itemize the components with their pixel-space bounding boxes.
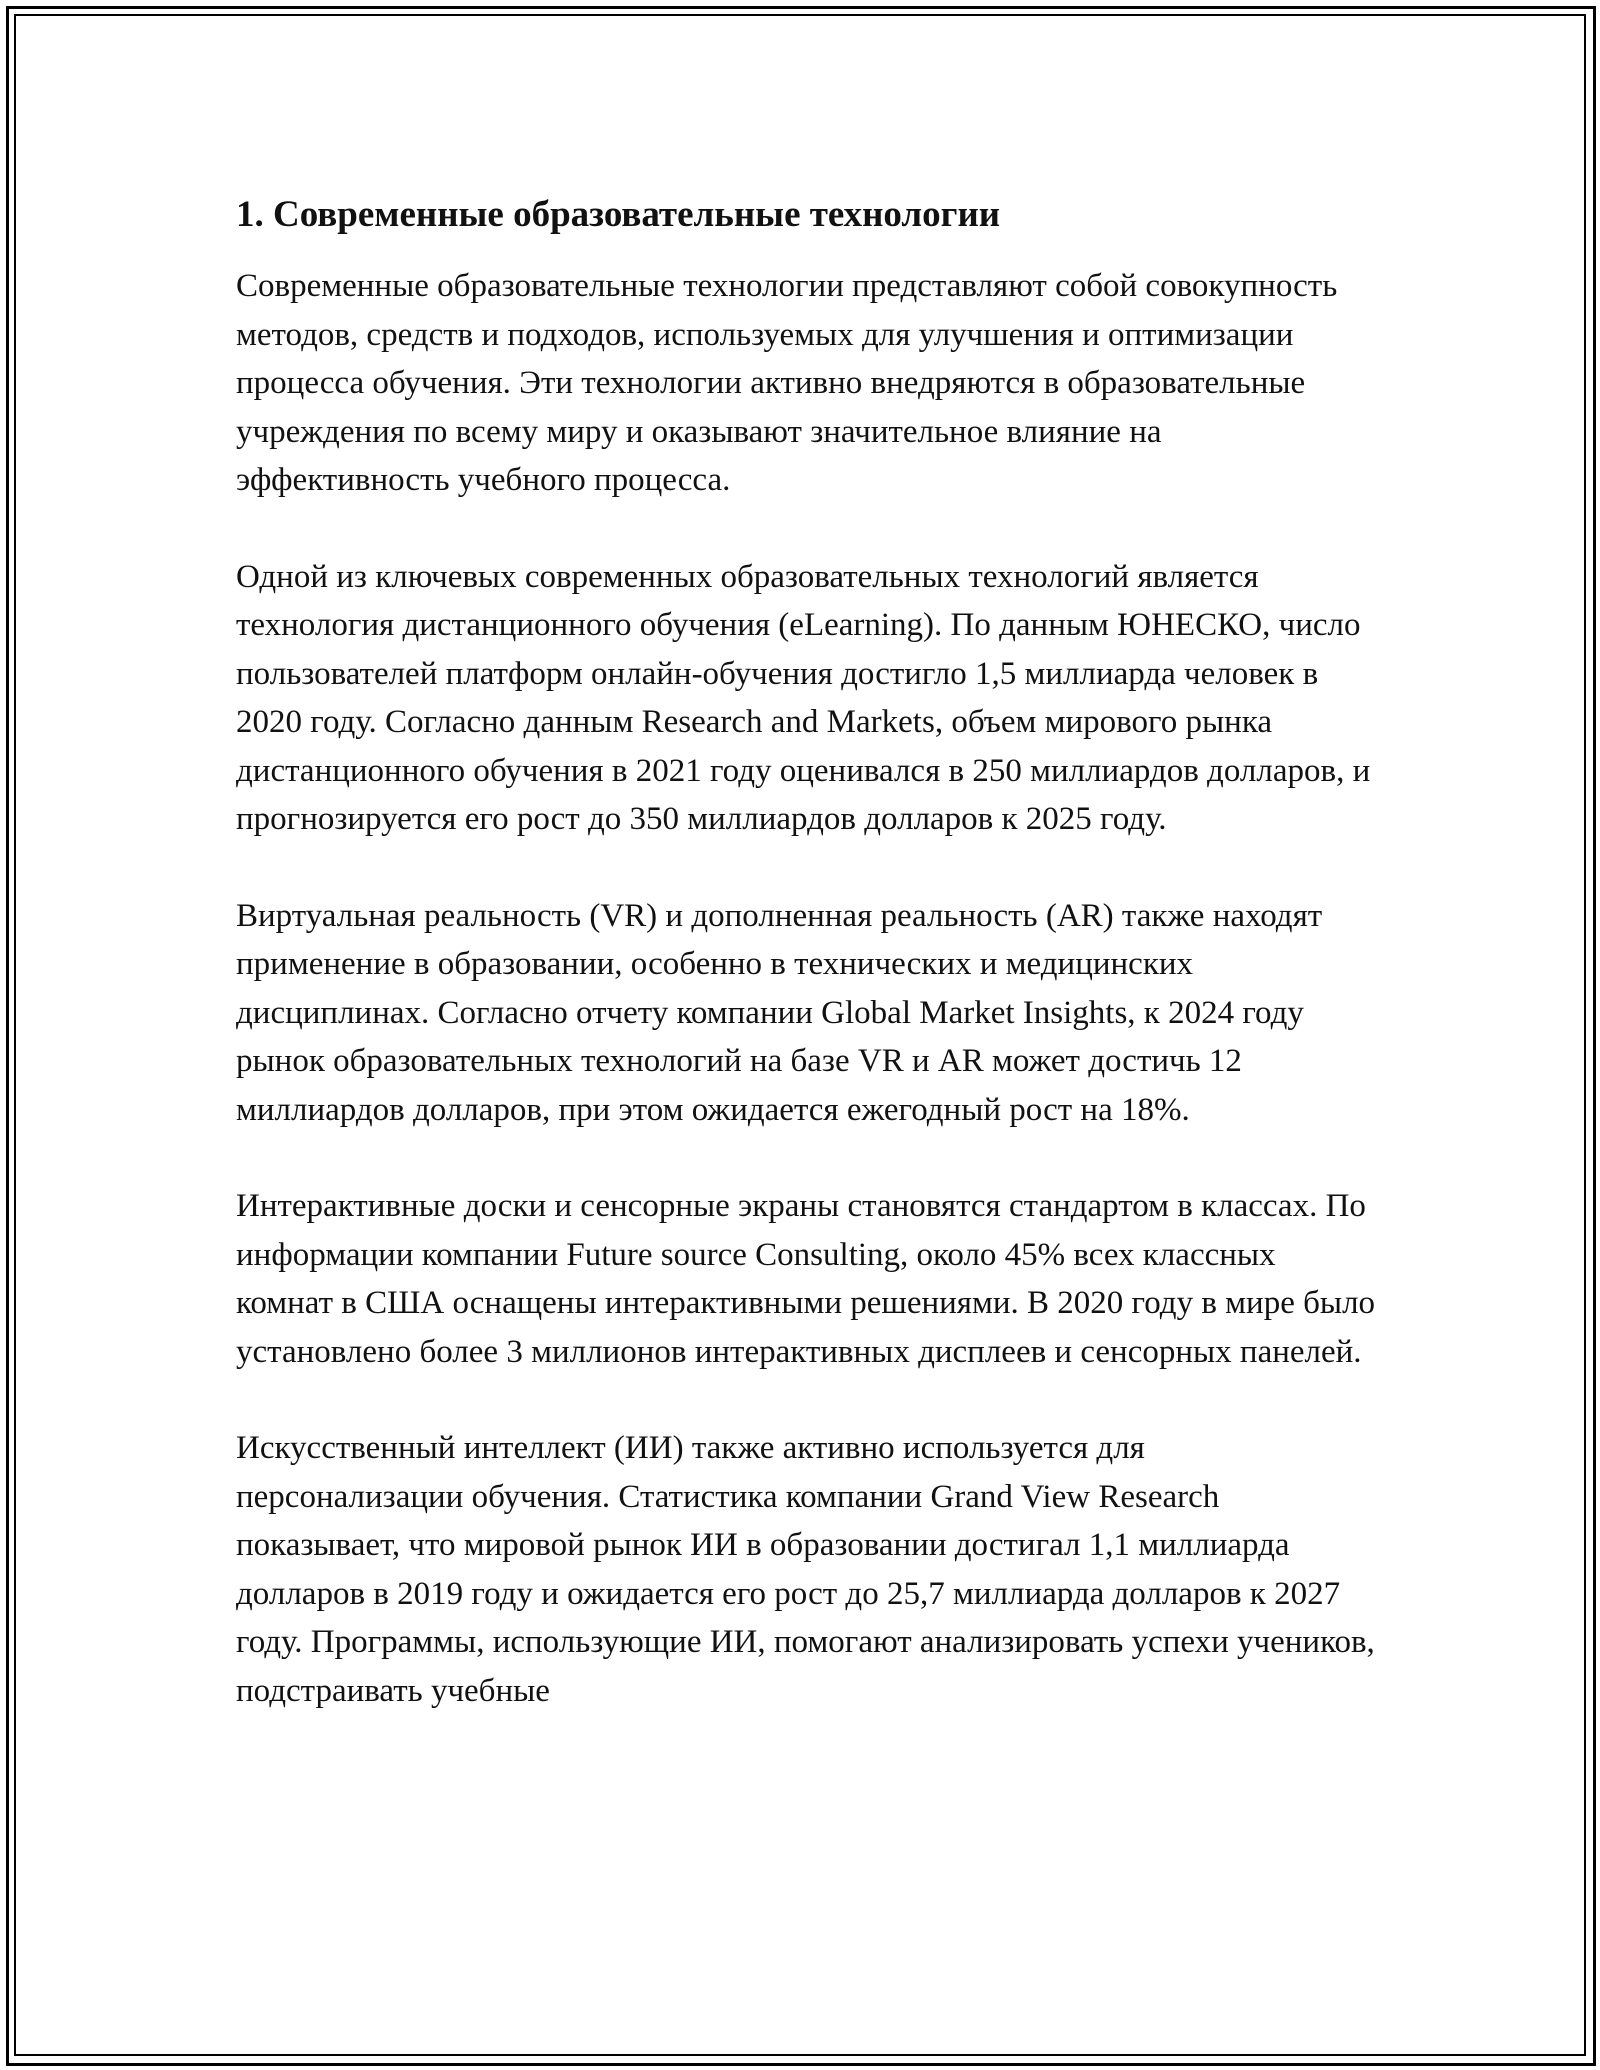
paragraph-elearning: Одной из ключевых современных образовательных технологий является технология дистанционного обучения (eLearning). По данным ЮНЕСКО, число пользователей платформ онлайн-обучения достигло 1,5 миллиарда человек в 2020 году. Согласно данным Research and Markets, объем мирового рынка дистанционного обучения в 2021 году оценивался в 250 миллиардов долларов, и прогнозируется его рост до 350 миллиардов долларов к 2025 году.	[236, 558, 1371, 837]
section-heading: 1. Современные образовательные технологии	[236, 194, 1001, 235]
document-body	[236, 190, 1376, 1763]
paragraph-intro: Современные образовательные технологии представляют собой совокупность методов, средств и подходов, используемых для улучшения и оптимизации процесса обучения. Эти технологии активно внедряются в образовательные учреждения по всему миру и оказывают значительное влияние на эффективность учебного процесса.	[236, 268, 1338, 498]
paragraph-interactive-boards: Интерактивные доски и сенсорные экраны становятся стандартом в классах. По информации компании Future source Consulting, около 45% всех классных комнат в США оснащены интерактивными решениями. В 2020 году в мире было установлено более 3 миллионов интерактивных дисплеев и сенсорных панелей.	[236, 1188, 1376, 1370]
paragraph-ai: Искусственный интеллект (ИИ) также активно используется для персонализации обучения. Статистика компании Grand View Research показывает, что мировой рынок ИИ в образовании достигал 1,1 миллиарда долларов в 2019 году и ожидается его рост до 25,7 миллиарда долларов к 2027 году. Программы, использующие ИИ, помогают анализировать успехи учеников, подстраивать учебные	[236, 1430, 1375, 1709]
paragraph-vr-ar: Виртуальная реальность (VR) и дополненная реальность (AR) также находят применение в образовании, особенно в технических и медицинских дисциплинах. Согласно отчету компании Global Market Insights, к 2024 году рынок образовательных технологий на базе VR и AR может достичь 12 миллиардов долларов, при этом ожидается ежегодный рост на 18%.	[236, 897, 1323, 1128]
